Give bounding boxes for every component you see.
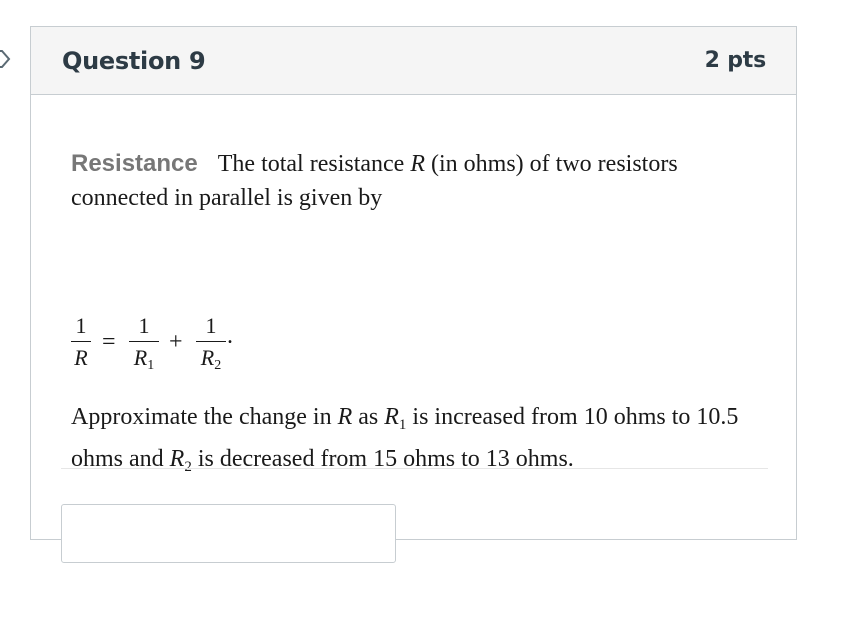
r2-subscript: 2 <box>214 358 222 373</box>
bookmark-flag-icon[interactable] <box>0 48 12 70</box>
fraction-1-over-r2 <box>196 313 226 372</box>
task-text-4: is decreased from 15 ohms to 13 ohms. <box>191 446 574 472</box>
fraction-denominator <box>196 344 226 372</box>
question-points: 2 pts <box>704 48 766 73</box>
question-header <box>31 27 796 95</box>
intro-text-2: (in ohms) of two resistors connected in parallel is given by <box>71 151 678 211</box>
problem-intro <box>71 147 771 215</box>
problem-task <box>71 400 781 484</box>
task-var-r2: R <box>169 446 185 472</box>
r2-symbol: R <box>200 345 215 370</box>
task-text-3: is increased from 10 ohms to 10.5 ohms and <box>71 404 739 472</box>
formula-period: . <box>227 323 233 349</box>
task-var-r: R <box>337 404 353 430</box>
fraction-numerator: 1 <box>138 313 150 338</box>
question-divider <box>61 468 768 469</box>
task-text-1: Approximate the change in <box>71 404 338 430</box>
task-r1-subscript: 1 <box>398 417 407 433</box>
fraction-bar <box>129 341 159 342</box>
plus-sign: + <box>169 329 183 355</box>
task-text-2: as <box>352 404 385 430</box>
problem-label: Resistance <box>71 150 198 177</box>
fraction-1-over-r <box>71 313 91 372</box>
fraction-bar <box>71 341 91 342</box>
question-card <box>30 26 797 540</box>
fraction-bar <box>196 341 226 342</box>
answer-input[interactable] <box>61 504 396 563</box>
fraction-1-over-r1 <box>129 313 159 372</box>
question-title: Question 9 <box>62 46 206 75</box>
r1-subscript: 1 <box>147 358 155 373</box>
fraction-denominator: R <box>74 345 88 370</box>
task-r2-subscript: 2 <box>184 459 192 475</box>
intro-text-1: The total resistance <box>217 151 411 177</box>
fraction-numerator: 1 <box>205 313 217 338</box>
fraction-denominator <box>129 344 159 372</box>
task-var-r1: R <box>384 404 399 430</box>
r1-symbol: R <box>133 345 148 370</box>
fraction-numerator: 1 <box>75 313 87 338</box>
intro-var-r: R <box>410 151 426 177</box>
equals-sign: = <box>102 329 116 355</box>
